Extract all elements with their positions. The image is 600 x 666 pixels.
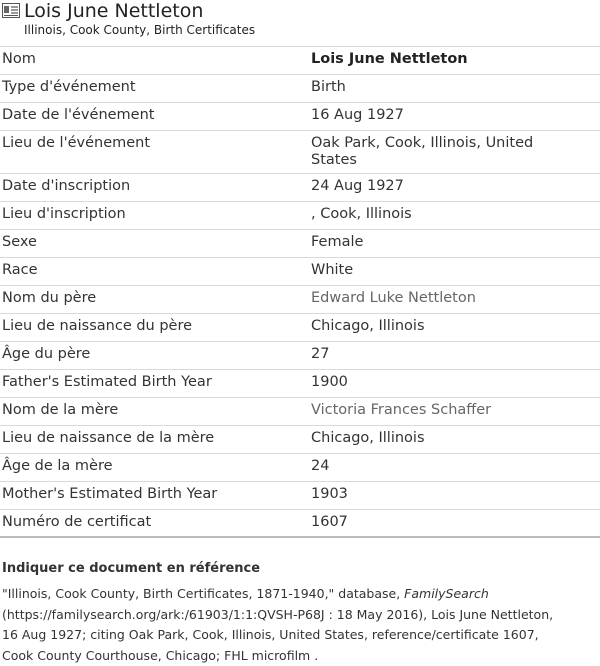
page-title: Lois June Nettleton [24,0,204,22]
table-row [0,174,600,202]
field-value: 1900 [311,374,348,390]
field-value: Lois June Nettleton [311,51,468,67]
field-label: Âge du père [2,346,91,362]
field-value: 16 Aug 1927 [311,107,404,123]
field-label: Mother's Estimated Birth Year [2,486,218,502]
field-value: 1903 [311,486,348,502]
field-label: Type d'événement [2,79,136,95]
table-row [0,47,600,75]
table-row [0,286,600,314]
field-label: Date de l'événement [2,107,155,123]
table-row [0,202,600,230]
citation-text [2,584,600,666]
record-card-icon [2,3,20,18]
field-value: 24 [311,458,330,474]
table-row [0,103,600,131]
field-label: Father's Estimated Birth Year [2,374,212,390]
record-header [0,0,600,40]
record-details-table [0,46,600,538]
table-row [0,131,600,174]
field-value: White [311,262,354,278]
section-divider [0,536,600,538]
field-label: Lieu d'inscription [2,206,126,222]
table-row [0,370,600,398]
field-value: Female [311,234,364,250]
citation-part1: "Illinois, Cook County, Birth Certificates, 1871-1940," database, [2,586,401,601]
field-label: Sexe [2,234,37,250]
table-row [0,314,600,342]
field-value: Birth [311,79,346,95]
field-value: Chicago, Illinois [311,318,425,334]
table-row [0,454,600,482]
citation-source: FamilySearch [404,586,489,601]
field-label: Âge de la mère [2,458,113,474]
field-label: Race [2,262,38,278]
citation-heading: Indiquer ce document en référence [2,561,261,576]
father-name-link[interactable]: Edward Luke Nettleton [311,290,476,306]
table-row [0,230,600,258]
citation-line4: Cook County Courthouse, Chicago; FHL microfilm . [2,647,319,663]
table-row [0,398,600,426]
table-row [0,510,600,538]
table-row [0,342,600,370]
field-value: 24 Aug 1927 [311,178,404,194]
table-row [0,75,600,103]
field-value: Chicago, Illinois [311,430,425,446]
table-row [0,258,600,286]
field-label: Date d'inscription [2,178,131,194]
table-row [0,426,600,454]
field-label: Nom [2,51,36,67]
citation-line3: 16 Aug 1927; citing Oak Park, Cook, Illinois, United States, reference/certificate 1607, [2,627,539,642]
table-row [0,482,600,510]
field-value: 27 [311,346,330,362]
field-label: Numéro de certificat [2,514,152,530]
field-value: Oak Park, Cook, Illinois, United States [311,135,534,168]
collection-subtitle[interactable]: Illinois, Cook County, Birth Certificates [24,23,256,37]
citation-line2: (https://familysearch.org/ark:/61903/1:1:QVSH-P68J : 18 May 2016), Lois June Nettleton, [2,606,554,622]
field-label: Lieu de naissance de la mère [2,430,215,446]
mother-name-link[interactable]: Victoria Frances Schaffer [311,402,492,418]
field-value: 1607 [311,514,348,530]
field-label: Lieu de naissance du père [2,318,193,334]
field-label: Nom du père [2,290,97,306]
field-label: Lieu de l'événement [2,135,151,151]
field-label: Nom de la mère [2,402,119,418]
field-value: , Cook, Illinois [311,206,412,222]
